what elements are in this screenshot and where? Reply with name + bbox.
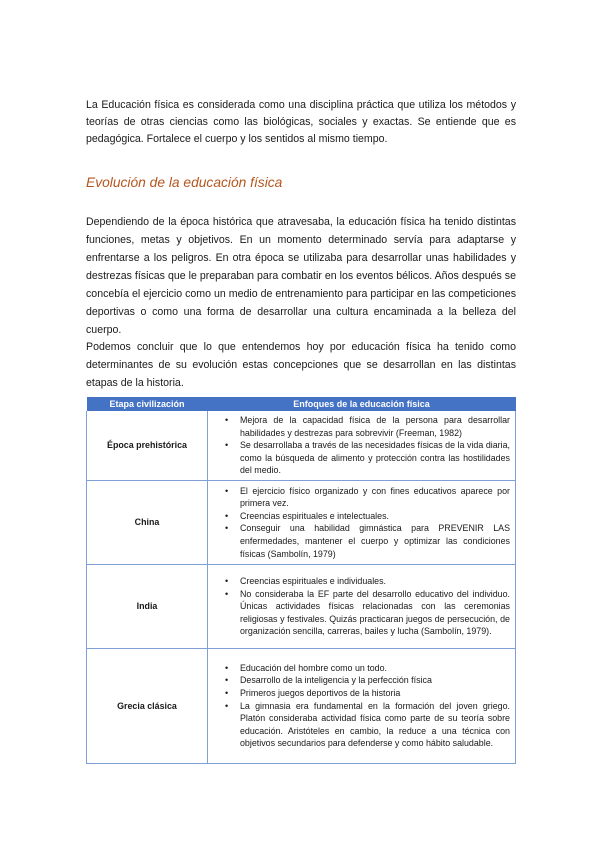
education-stages-table	[86, 397, 516, 764]
table-row	[87, 564, 516, 648]
list-item: • Creencias espirituales e individuales.	[240, 575, 510, 588]
list-item: • Educación del hombre como un todo.	[240, 662, 510, 675]
table-row	[87, 648, 516, 763]
conclusion-paragraph: Podemos concluir que lo que entendemos hoy por educación física ha tenido como determinantes de su evolución estas concepciones que se desarrollan en las distintas etapas de la historia.	[86, 341, 516, 389]
list-item: • Desarrollo de la inteligencia y la perfección física	[240, 674, 510, 687]
section-heading: Evolución de la educación física	[86, 175, 283, 190]
approaches-cell	[208, 564, 516, 648]
header-stage: Etapa civilización	[87, 397, 208, 411]
table-row	[87, 480, 516, 564]
stage-cell: China	[87, 480, 208, 564]
list-item: • Se desarrollaba a través de las necesidades físicas de la vida diaria, como la búsqueda de alimento y protección contra las hostilidades del medio.	[240, 439, 510, 477]
list-item: • Mejora de la capacidad física de la persona para desarrollar habilidades y destrezas para sobrevivir (Freeman, 1982)	[240, 414, 510, 439]
table-row	[87, 411, 516, 480]
list-item: • No consideraba la EF parte del desarrollo educativo del individuo. Únicas actividades físicas relacionadas con las ceremonias religiosas y festivales. Quizás practicaran juegos de persecución, de organización sencilla, carreras, bailes y lucha (Sambolín, 1979).	[240, 588, 510, 638]
approaches-cell	[208, 648, 516, 763]
list-item: • Primeros juegos deportivos de la historia	[240, 687, 510, 700]
list-item: • Conseguir una habilidad gimnástica para PREVENIR LAS enfermedades, mantener el cuerpo y optimizar las condiciones físicas (Sambolín, 1979)	[240, 522, 510, 560]
list-item: • La gimnasia era fundamental en la formación del joven griego. Platón consideraba actividad física como parte de su teoría sobre educación. Aristóteles en cambio, la reduce a una técnica con objetivos secundarios para defenderse y como hábito saludable.	[240, 700, 510, 750]
stage-cell: Época prehistórica	[87, 411, 208, 480]
approaches-cell	[208, 480, 516, 564]
header-approaches: Enfoques de la educación física	[208, 397, 516, 411]
stage-cell: India	[87, 564, 208, 648]
list-item: • El ejercicio físico organizado y con fines educativos aparece por primera vez.	[240, 485, 510, 510]
list-item: • Creencias espirituales e intelectuales.	[240, 510, 510, 523]
intro-paragraph: La Educación física es considerada como una disciplina práctica que utiliza los métodos y teorías de otras ciencias como las biológicas, sociales y exactas. Se entiende que es pedagógica. Fortalece el cuerpo y los sentidos al mismo tiempo.	[86, 99, 516, 145]
evolution-paragraph: Dependiendo de la época histórica que atravesaba, la educación física ha tenido distintas funciones, metas y objetivos. En un momento determinado servía para adaptarse y enfrentarse a los peligros. En otra época se utilizaba para desarrollar unas habilidades y destrezas físicas que le preparaban para combatir en los eventos bélicos. Años después se concebía el ejercicio como un medio de entrenamiento para participar en las competiciones deportivas o como una forma de desarrollar una cultura encaminada a la belleza del cuerpo.	[86, 216, 516, 336]
table-header-row	[87, 397, 516, 411]
stage-cell: Grecia clásica	[87, 648, 208, 763]
approaches-cell	[208, 411, 516, 480]
